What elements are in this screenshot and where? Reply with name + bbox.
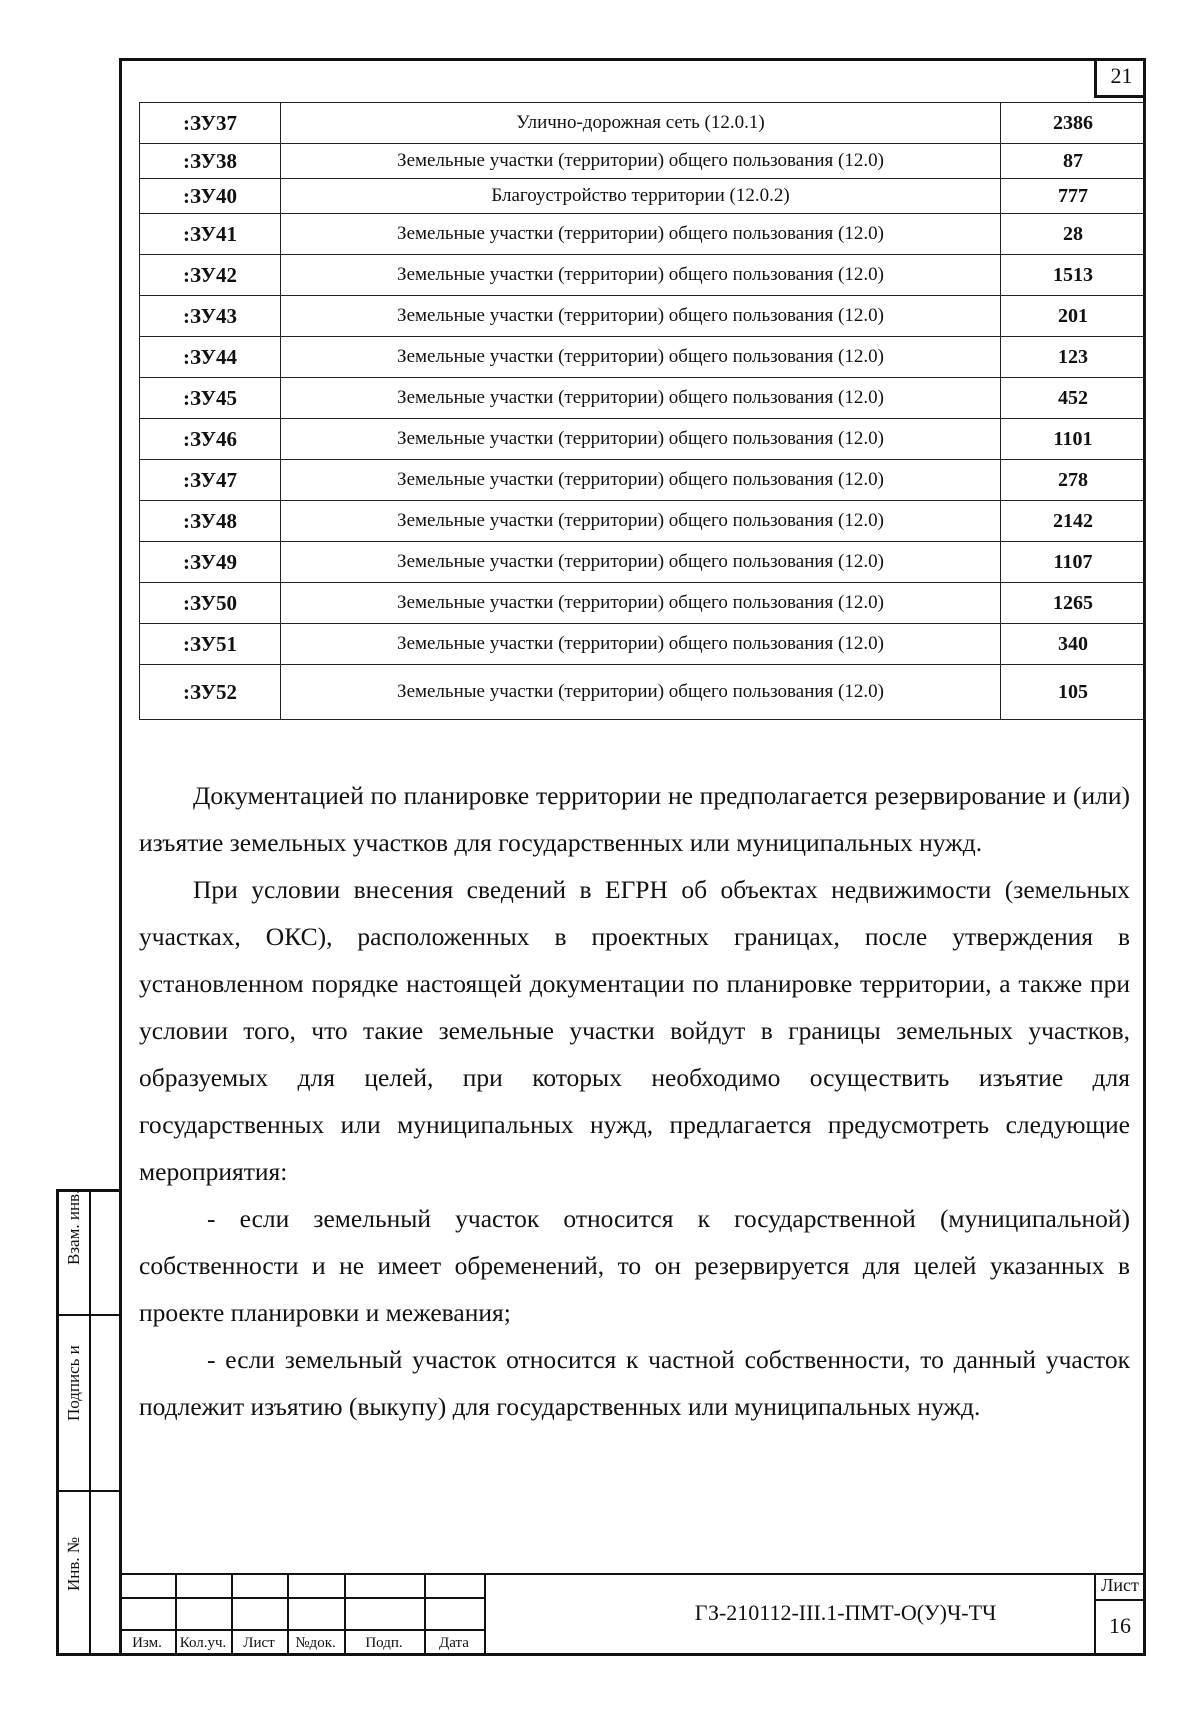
- stamp-cell-vzam: [59, 1189, 122, 1316]
- cell-area: 2142: [1001, 501, 1146, 542]
- cell-code: :ЗУ44: [140, 337, 281, 378]
- cell-area: 87: [1001, 144, 1146, 179]
- cell-code: :ЗУ48: [140, 501, 281, 542]
- cell-use: Земельные участки (территории) общего пользования (12.0): [281, 583, 1001, 624]
- paragraph: - если земельный участок относится к частной собственности, то данный участок подлежит изъятию (выкупу) для государственных или муниципальных нужд.: [139, 1345, 1130, 1421]
- header-podp: Подп.: [365, 1635, 403, 1651]
- side-stamp: [56, 1189, 119, 1656]
- stamp-label-podpis: Подпись и: [64, 1345, 83, 1421]
- cell-code: :ЗУ50: [140, 583, 281, 624]
- stamp-cell-inv: [59, 1492, 122, 1656]
- cell-use: Земельные участки (территории) общего пользования (12.0): [281, 214, 1001, 255]
- cell-area: 452: [1001, 378, 1146, 419]
- cell-area: 123: [1001, 337, 1146, 378]
- table-row: [140, 460, 1146, 501]
- cell-area: 1107: [1001, 542, 1146, 583]
- table-row: [140, 214, 1146, 255]
- sheet-number: 16: [1109, 1613, 1131, 1638]
- cell-area: 278: [1001, 460, 1146, 501]
- parcels-table: [139, 102, 1146, 720]
- cell-code: :ЗУ40: [140, 179, 281, 214]
- table-row: [140, 144, 1146, 179]
- table-row: [140, 665, 1146, 720]
- cell-code: :ЗУ49: [140, 542, 281, 583]
- paragraph: При условии внесения сведений в ЕГРН об объектах недвижимости (земельных участках, ОКС), расположенных в проектных границах, после утверждения в установленном порядке настоящей документации по планировке территории, а также при условии того, что такие земельные участки войдут в границы земельных участков, образуемых для целей, при которых необходимо осуществить изъятие для государственных или муниципальных нужд, предлагается предусмотреть следующие мероприятия:: [139, 875, 1130, 1186]
- cell-area: 1513: [1001, 255, 1146, 296]
- header-list: Лист: [243, 1635, 275, 1651]
- stamp-label-vzam: Взам. инв.: [64, 1189, 83, 1265]
- cell-area: 105: [1001, 665, 1146, 720]
- table-row: [140, 583, 1146, 624]
- cell-area: 777: [1001, 179, 1146, 214]
- cell-code: :ЗУ38: [140, 144, 281, 179]
- cell-code: :ЗУ51: [140, 624, 281, 665]
- cell-use: Земельные участки (территории) общего пользования (12.0): [281, 542, 1001, 583]
- cell-area: 340: [1001, 624, 1146, 665]
- table-row: [140, 337, 1146, 378]
- cell-use: Земельные участки (территории) общего пользования (12.0): [281, 501, 1001, 542]
- cell-area: 1265: [1001, 583, 1146, 624]
- title-block: [119, 1573, 1146, 1656]
- paragraph: - если земельный участок относится к государственной (муниципальной) собственности и не имеет обременений, то он резервируется для целей указанных в проекте планировки и межевания;: [139, 1204, 1130, 1327]
- table-row: [140, 419, 1146, 460]
- cell-use: Благоустройство территории (12.0.2): [281, 179, 1001, 214]
- header-koluch: Кол.уч.: [179, 1635, 227, 1651]
- cell-use: Земельные участки (территории) общего пользования (12.0): [281, 255, 1001, 296]
- cell-use: Земельные участки (территории) общего пользования (12.0): [281, 419, 1001, 460]
- table-row: [140, 255, 1146, 296]
- body-text: [139, 772, 1130, 1430]
- cell-code: :ЗУ47: [140, 460, 281, 501]
- cell-code: :ЗУ46: [140, 419, 281, 460]
- sheet-label: Лист: [1101, 1575, 1139, 1595]
- cell-use: Земельные участки (территории) общего пользования (12.0): [281, 337, 1001, 378]
- page-number: 21: [1094, 58, 1146, 98]
- document-code: ГЗ-210112-III.1-ПМТ-О(У)Ч-ТЧ: [694, 1600, 997, 1625]
- cell-code: :ЗУ45: [140, 378, 281, 419]
- table-row: [140, 378, 1146, 419]
- cell-use: Земельные участки (территории) общего пользования (12.0): [281, 296, 1001, 337]
- cell-use: Улично-дорожная сеть (12.0.1): [281, 103, 1001, 144]
- paragraph: Документацией по планировке территории не предполагается резервирование и (или) изъятие земельных участков для государственных или муниципальных нужд.: [139, 781, 1130, 857]
- cell-code: :ЗУ41: [140, 214, 281, 255]
- cell-code: :ЗУ42: [140, 255, 281, 296]
- title-block-grid: [119, 1573, 484, 1656]
- stamp-cell-podpis: [59, 1316, 122, 1492]
- cell-area: 28: [1001, 214, 1146, 255]
- cell-area: 2386: [1001, 103, 1146, 144]
- table-row: [140, 542, 1146, 583]
- table-row: [140, 501, 1146, 542]
- header-data: Дата: [439, 1635, 469, 1651]
- cell-area: 1101: [1001, 419, 1146, 460]
- stamp-label-inv: Инв. №: [64, 1536, 83, 1591]
- cell-use: Земельные участки (территории) общего пользования (12.0): [281, 144, 1001, 179]
- cell-use: Земельные участки (территории) общего пользования (12.0): [281, 378, 1001, 419]
- header-ndok: №док.: [295, 1635, 336, 1651]
- cell-area: 201: [1001, 296, 1146, 337]
- cell-code: :ЗУ37: [140, 103, 281, 144]
- table-row: [140, 179, 1146, 214]
- cell-use: Земельные участки (территории) общего пользования (12.0): [281, 665, 1001, 720]
- table-row: [140, 103, 1146, 144]
- cell-use: Земельные участки (территории) общего пользования (12.0): [281, 460, 1001, 501]
- cell-code: :ЗУ52: [140, 665, 281, 720]
- table-row: [140, 296, 1146, 337]
- table-row: [140, 624, 1146, 665]
- cell-use: Земельные участки (территории) общего пользования (12.0): [281, 624, 1001, 665]
- cell-code: :ЗУ43: [140, 296, 281, 337]
- header-izm: Изм.: [132, 1635, 162, 1651]
